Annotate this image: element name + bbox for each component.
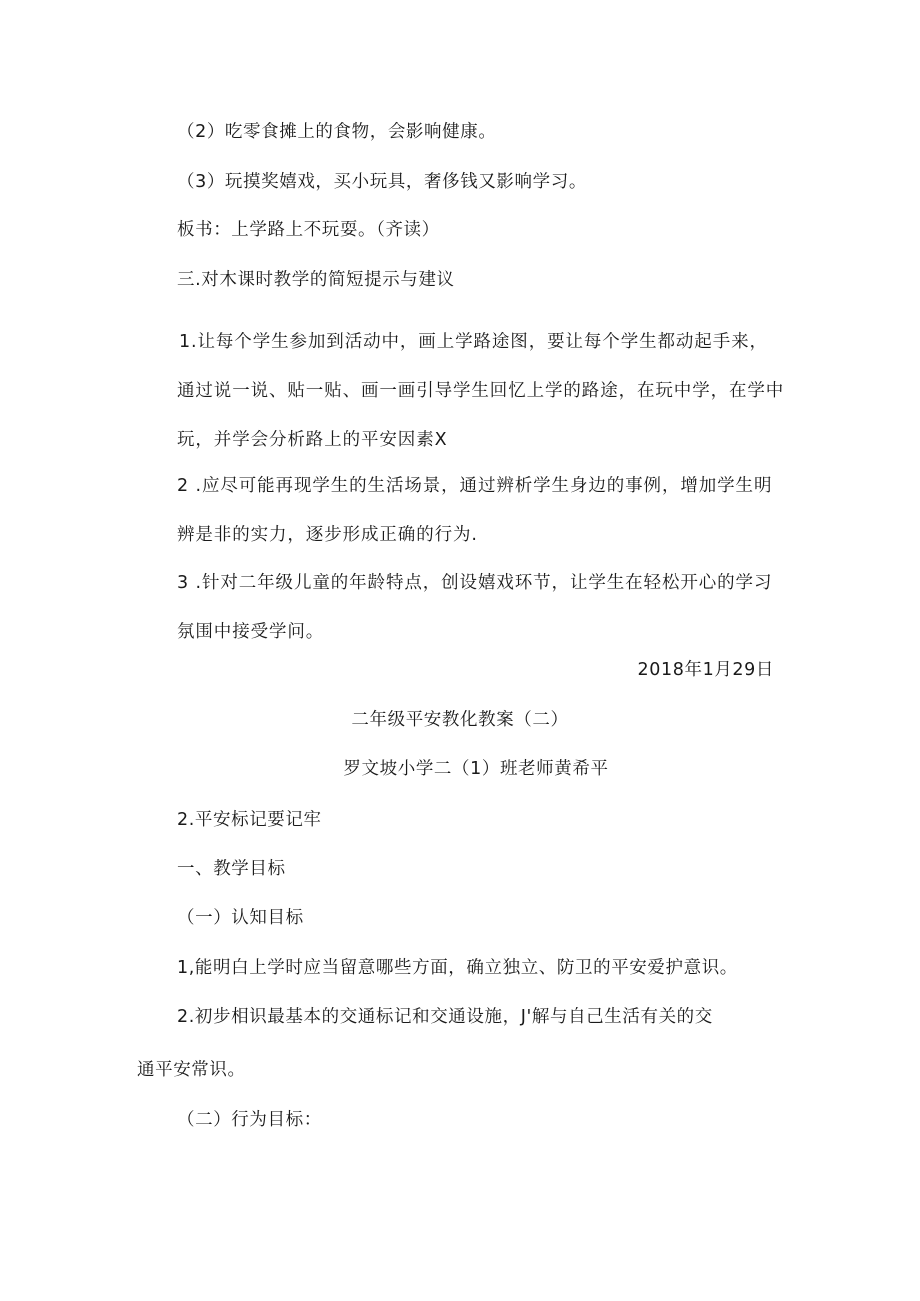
paragraph: 1.让每个学生参加到活动中，画上学路途图，要让每个学生都动起手来，通过说一说、贴一贴、画一画引导学生回忆上学的路途，在玩中学，在学中玩，并学会分析路上的平安因素X [177,332,785,450]
text-line: 板书：上学路上不玩耍。（齐读） [177,220,440,240]
text-line: 2.初步相识最基本的交通标记和交通设施，J'解与自己生活有关的交 [177,1007,713,1027]
section-heading: 三.对木课时教学的简短提示与建议 [177,270,455,290]
section-heading: 一、教学目标 [177,859,286,879]
date: 2018年1月29日 [637,660,774,680]
document-title: 二年级平安教化教案（二） [351,710,569,730]
subsection-heading: （一）认知目标 [177,908,304,928]
text-line: （2）吃零食摊上的食物，会影响健康。 [177,122,497,142]
text-line: 1,能明白上学时应当留意哪些方面，确立独立、防卫的平安爱护意识。 [177,958,738,978]
author-line: 罗文坡小学二（1）班老师黄希平 [343,759,609,779]
text-line: 通平安常识。 [137,1060,246,1080]
subsection-heading: （二）行为目标： [177,1110,322,1130]
text-line: （3）玩摸奖嬉戏，买小玩具，奢侈钱又影响学习。 [177,172,587,192]
text-line: 2.平安标记要记牢 [177,810,322,830]
paragraph: 3 .针对二年级儿童的年龄特点，创设嬉戏环节，让学生在轻松开心的学习氛围中接受学问。 [177,573,773,642]
paragraph: 2 .应尽可能再现学生的生活场景，通过辨析学生身边的事例，增加学生明辨是非的实力，逐步形成正确的行为. [177,476,773,545]
